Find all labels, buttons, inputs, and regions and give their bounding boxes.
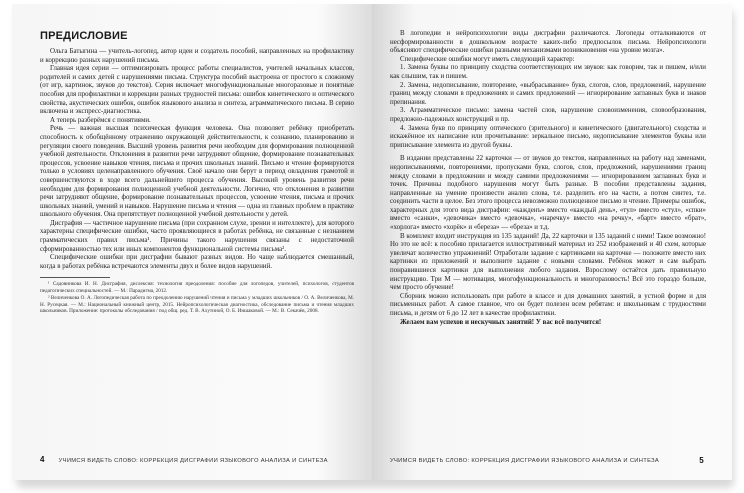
- closing-wish: Желаем вам успехов и нескучных занятий! У вас всё получится!: [400, 318, 602, 326]
- page-heading: ПРЕДИСЛОВИЕ: [40, 30, 128, 42]
- right-body: [390, 30, 706, 327]
- page-footer: [12, 455, 372, 464]
- paragraph: В комплект входит инструкция из 135 заданий! Да, 22 карточки и 135 заданий с ними! Такое возможно! Но это не всё: к пособию прилагается иллюстративный материал из 252 изображений и 40 схем, которые увеличат количество упражнений! Отработали задание с картинками на карточке — положите вместо них картинки из приложений и выполните задание с новыми словами. Ребёнок может и сам выбрать понравившиеся картинки для выполнения любого задания. Взрослому остаётся дать правильную инструкцию. Три М — мотивация, многофункциональность и многоразовость! Всё это гораздо больше, чем просто обучение!: [390, 232, 706, 292]
- footnotes: [40, 281, 354, 314]
- left-page: [12, 4, 372, 480]
- paragraph: Специфические ошибки могут иметь следующий характер:: [400, 55, 575, 63]
- paragraph: Сборник можно использовать при работе в классе и для домашних занятий, в устной форме и для письменных работ. А самое главное, что он будет полезен всем ребятам: и школьникам с трудностями письма, и детям от 6 до 12 лет в качестве профилактики.: [390, 292, 706, 317]
- list-item: 1. Замена буквы по принципу сходства соответствующих им звуков: как говорим, так и пишем, и/или как слышим, так и пишем.: [390, 64, 706, 80]
- footnote: ² Величенкова О. А. Логопедическая работа по преодолению нарушений чтения и письма у младших школьников / О. А. Величенкова, М. Н. Русецкая. — М.: Национальный книжный центр, 2015. Нейропсихологическая диагностика, обследование письма и чтения младших школьников. Приложение: протоколы обследования / под общ. ред. Т. В. Ахутиной, О. Б. Иншаковой. — М.: В. Секачёв, 2008.: [40, 295, 354, 315]
- list-item: 4. Замена букв по принципу оптического (зрительного) и кинетического (двигательного) сходства и искажённое их написание или прочитывание: зеркальное письмо, недописывание элементов буквы или приписывание элемента из другой буквы.: [390, 124, 706, 149]
- left-body: [40, 48, 354, 271]
- paragraph: Специфические ошибки при дисграфии бывают разных видов. Но чаще наблюдается смешанный, когда в работах ребёнка встречаются элементы двух и более видов нарушений.: [40, 254, 354, 270]
- paragraph: А теперь разберёмся с понятиями.: [50, 116, 151, 124]
- paragraph: В логопедии и нейропсихологии виды дисграфии различаются. Логопеды отталкиваются от несформированности в дошкольном возрасте каких-либо предпосылок письма. Нейропсихологи объясняют специфические ошибки разными механизмами возникновения «на уровне мозга».: [390, 30, 706, 55]
- paragraph: Ольга Батыгина — учитель-логопед, автор идеи и создатель пособий, направленных на профилактику и коррекцию разных нарушений письма.: [40, 48, 354, 64]
- list-item: 3. Аграмматическое письмо: замена частей слов, нарушение словоизменения, словообразования, предложно-падежных конструкций и пр.: [390, 107, 706, 123]
- paragraph: Главная идея серии — оптимизировать процесс работы специалистов, учителей начальных классов, родителей и самих детей с нарушениями письма. Структура пособий выстроена от простого к сложному (от игр, картинок, звуков до текстов). Серия включает многофункциональные многоразовые и понятные пособия для профилактики и коррекции разных трудностей письма: ошибок кинетического и оптического свойства, акустических ошибок, ошибок языкового анализа и синтеза, аграмматического письма. В серию включена и экспресс-диагностика.: [40, 65, 354, 116]
- page-number: 5: [699, 456, 704, 465]
- footnote: ¹ Садовникова И. Н. Дисграфия, дислексия: технология преодоления: пособие для логопедов, учителей, психологов, студентов педагогических специальностей. — М.: Парадигма, 2012.: [40, 281, 354, 294]
- running-title: УЧИМСЯ ВИДЕТЬ СЛОВО: КОРРЕКЦИЯ ДИСГРАФИИ ЯЗЫКОВОГО АНАЛИЗА И СИНТЕЗА: [58, 458, 328, 464]
- page-number: 4: [40, 455, 45, 464]
- list-item: 2. Замена, недописывание, повторение, «выбрасывание» букв, слогов, слов, предложений, нарушение границ между словами в предложениях и самих предложений — игнорирование заглавных букв и знаков препинания.: [390, 81, 706, 106]
- page-footer: [372, 458, 732, 464]
- paragraph: В издании представлены 22 карточки — от звуков до текстов, направленных на работу над заменами, недописываниями, повторениями, пропусками букв, слогов, слов, предложений, нарушениями границ между словами в предложении и между самими предложениями — игнорированием заглавных букв и точек. Причины подобного нарушения могут быть разные. В пособии представлены задания, направленные на умение произвести анализ слова, т.е. разделить его на части, а потом синтез, т.е. соединить части в целое. Без этого процесса невозможно полноценное письмо и чтение. Примеры ошибок, характерных для этого вида дисграфии: «кажденъ» вместо «каждый день», «тул» вместо «стул», «спки» вместо «санки», «девочика» вместо «девочка», «наречку» вместо «на речку», «барт» вместо «брат», «хорлога» вместо «хорёк» и «береза» — «бреза» и т.д.: [390, 155, 706, 232]
- paragraph: Дисграфия — частичное нарушение письма (при сохранном слухе, зрении и интеллекте), для которого характерны специфические ошибки, часто проявляющиеся в работах ребёнка, не связанные с незнанием грамматических правил письма¹. Причины такого нарушения связаны с недостаточной сформированностью тех или иных компонентов функциональной системы письма².: [40, 219, 354, 253]
- running-title: УЧИМСЯ ВИДЕТЬ СЛОВО: КОРРЕКЦИЯ ДИСГРАФИИ ЯЗЫКОВОГО АНАЛИЗА И СИНТЕЗА: [390, 458, 660, 464]
- paragraph: Речь — важная высшая психическая функция человека. Она позволяет ребёнку приобретать способность к обобщённому отражению окружающей действительности, к сознанию, планированию и регуляции своего поведения. Высший уровень развития речи необходим для формирования полноценной учебной деятельности. Отклонения в развитии речи затрудняют общение, формирование познавательных процессов, усвоение навыков чтения, письма и прочих школьных знаний. Письмо и чтение формируются только в условиях целенаправленного обучения. Своё начало они берут в период овладения грамотой и совершенствуются в ходе всего дальнейшего процесса обучения. Высокий уровень развития речи необходим для формирования полноценной учебной деятельности. Логично, что отклонения в развитии речи затрудняют общение, формирование познавательных процессов, усвоение чтения, письма и прочих школьных знаний, умений и навыков. Нарушение письма и чтения — одна из главных проблем в практике школьного обучения. Она препятствует полноценной учебной деятельности у детей.: [40, 125, 354, 219]
- footnote-divider: [40, 277, 110, 278]
- right-page: [372, 4, 732, 480]
